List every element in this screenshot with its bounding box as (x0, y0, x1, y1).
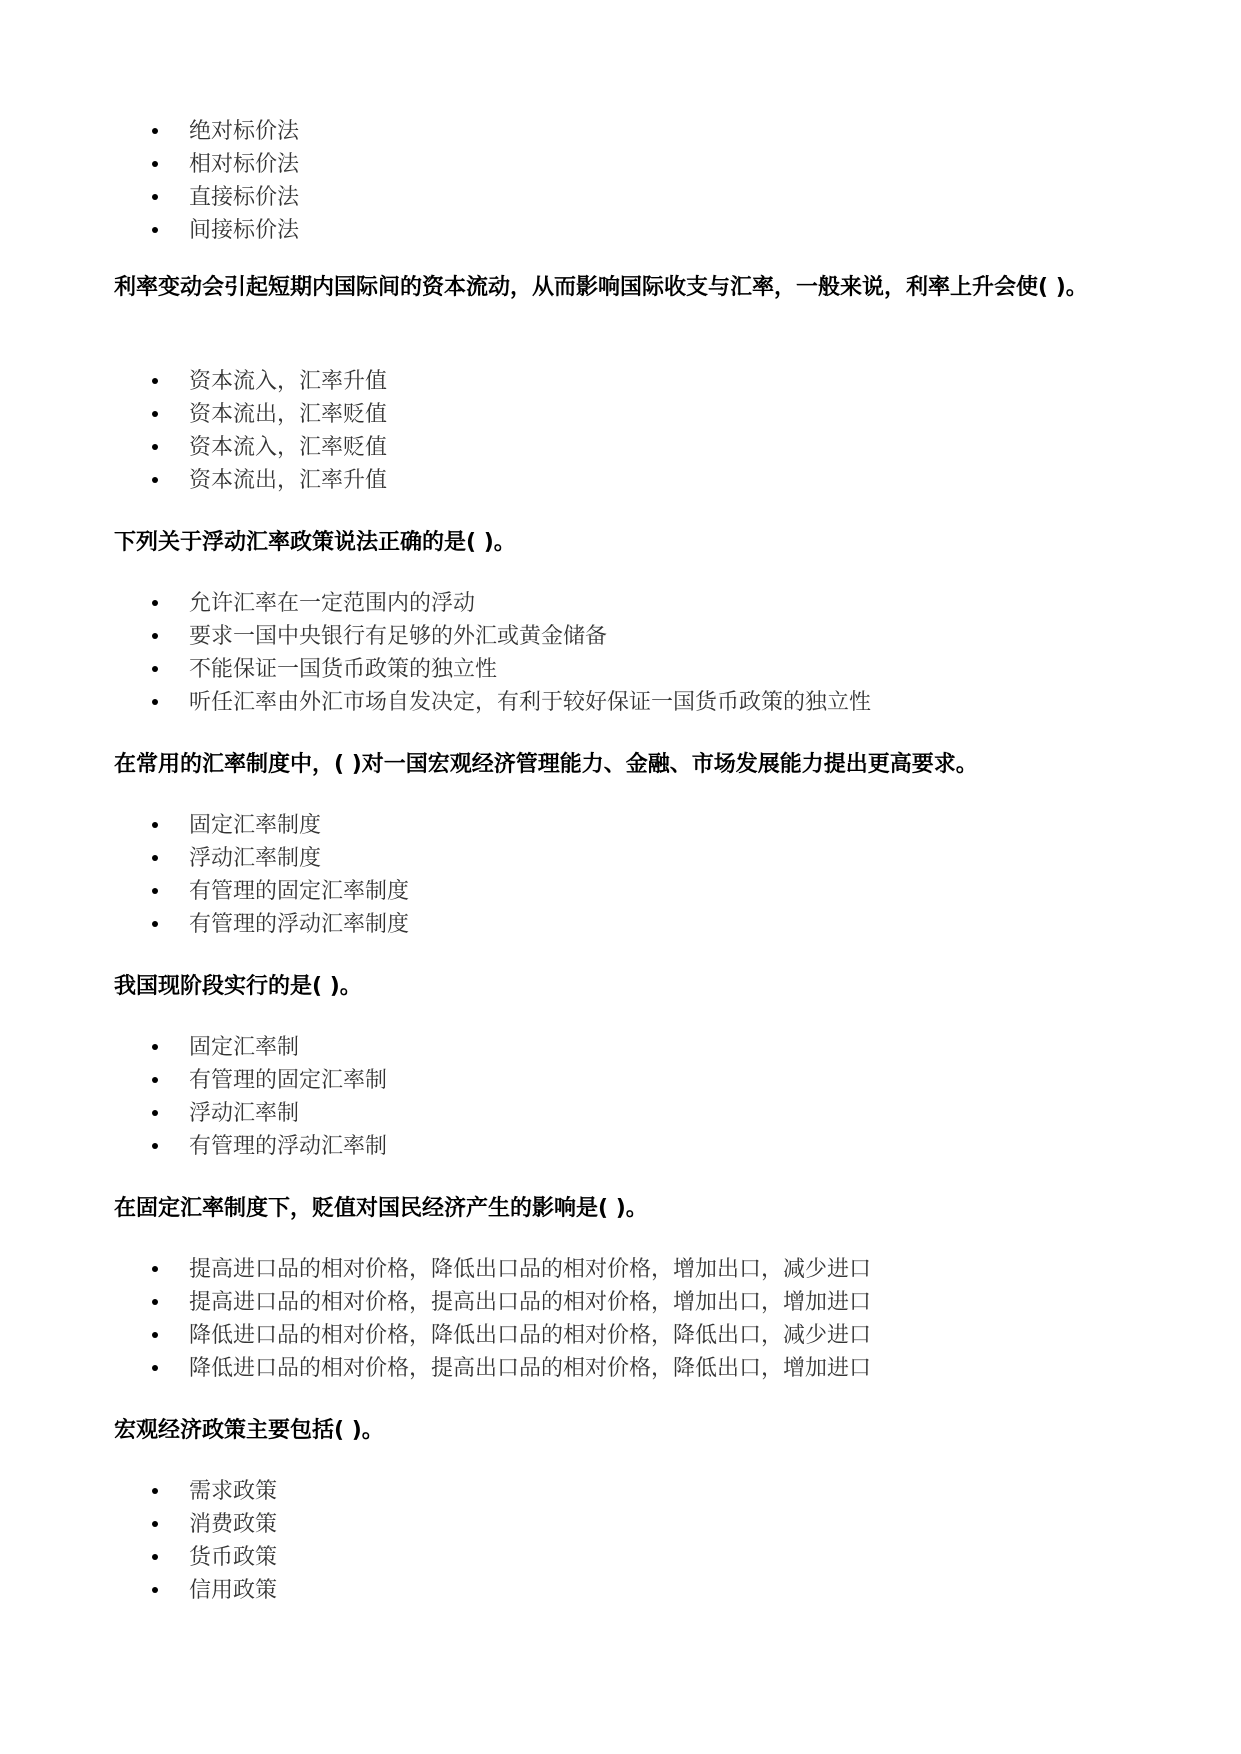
option-text: 固定汇率制度 (189, 813, 322, 838)
question-text: 下列关于浮动汇率政策说法正确的是( )。 (114, 530, 516, 555)
option-text: 要求一国中央银行有足够的外汇或黄金储备 (189, 624, 608, 649)
question-text: 利率变动会引起短期内国际间的资本流动，从而影响国际收支与汇率，一般来说，利率上升会使( )。 (114, 275, 1088, 300)
option-text: 不能保证一国货币政策的独立性 (189, 657, 498, 682)
bullet-icon (152, 921, 158, 927)
question-text: 在固定汇率制度下，贬值对国民经济产生的影响是( )。 (114, 1196, 648, 1221)
bullet-icon (152, 477, 158, 483)
option-text: 资本流入，汇率贬值 (189, 435, 388, 460)
bullet-icon (152, 1266, 158, 1272)
option-text: 资本流出，汇率升值 (189, 468, 388, 493)
bullet-icon (152, 128, 158, 134)
question-text: 我国现阶段实行的是( )。 (114, 974, 362, 999)
option-text: 直接标价法 (189, 185, 300, 210)
option-text: 有管理的浮动汇率制 (189, 1134, 388, 1159)
bullet-icon (152, 666, 158, 672)
bullet-icon (152, 1488, 158, 1494)
option-text: 浮动汇率制度 (189, 846, 322, 871)
option-text: 允许汇率在一定范围内的浮动 (189, 591, 476, 616)
option-text: 听任汇率由外汇市场自发决定，有利于较好保证一国货币政策的独立性 (189, 690, 872, 715)
bullet-icon (152, 1587, 158, 1593)
bullet-icon (152, 1365, 158, 1371)
bullet-icon (152, 161, 158, 167)
option-text: 消费政策 (189, 1512, 278, 1537)
bullet-icon (152, 411, 158, 417)
option-text: 提高进口品的相对价格，提高出口品的相对价格，增加出口，增加进口 (189, 1290, 872, 1315)
option-text: 降低进口品的相对价格，提高出口品的相对价格，降低出口，增加进口 (189, 1356, 872, 1381)
bullet-icon (152, 600, 158, 606)
bullet-icon (152, 227, 158, 233)
option-text: 有管理的浮动汇率制度 (189, 912, 410, 937)
bullet-icon (152, 444, 158, 450)
bullet-icon (152, 822, 158, 828)
option-text: 浮动汇率制 (189, 1101, 300, 1126)
option-text: 有管理的固定汇率制 (189, 1068, 388, 1093)
option-text: 间接标价法 (189, 218, 300, 243)
option-text: 资本流入，汇率升值 (189, 369, 388, 394)
bullet-icon (152, 888, 158, 894)
bullet-icon (152, 855, 158, 861)
bullet-icon (152, 1554, 158, 1560)
bullet-icon (152, 699, 158, 705)
option-text: 需求政策 (189, 1479, 278, 1504)
option-text: 绝对标价法 (189, 119, 300, 144)
bullet-icon (152, 1077, 158, 1083)
option-text: 提高进口品的相对价格，降低出口品的相对价格，增加出口，减少进口 (189, 1257, 872, 1282)
question-text: 宏观经济政策主要包括( )。 (114, 1418, 384, 1443)
bullet-icon (152, 378, 158, 384)
bullet-icon (152, 1521, 158, 1527)
option-text: 固定汇率制 (189, 1035, 300, 1060)
bullet-icon (152, 1332, 158, 1338)
option-text: 相对标价法 (189, 152, 300, 177)
bullet-icon (152, 194, 158, 200)
option-text: 降低进口品的相对价格，降低出口品的相对价格，降低出口，减少进口 (189, 1323, 872, 1348)
option-text: 信用政策 (189, 1578, 278, 1603)
bullet-icon (152, 1044, 158, 1050)
question-text: 在常用的汇率制度中，( )对一国宏观经济管理能力、金融、市场发展能力提出更高要求。 (114, 752, 978, 777)
option-text: 有管理的固定汇率制度 (189, 879, 410, 904)
bullet-icon (152, 1110, 158, 1116)
bullet-icon (152, 1299, 158, 1305)
bullet-icon (152, 1143, 158, 1149)
option-text: 货币政策 (189, 1545, 278, 1570)
bullet-icon (152, 633, 158, 639)
option-text: 资本流出，汇率贬值 (189, 402, 388, 427)
